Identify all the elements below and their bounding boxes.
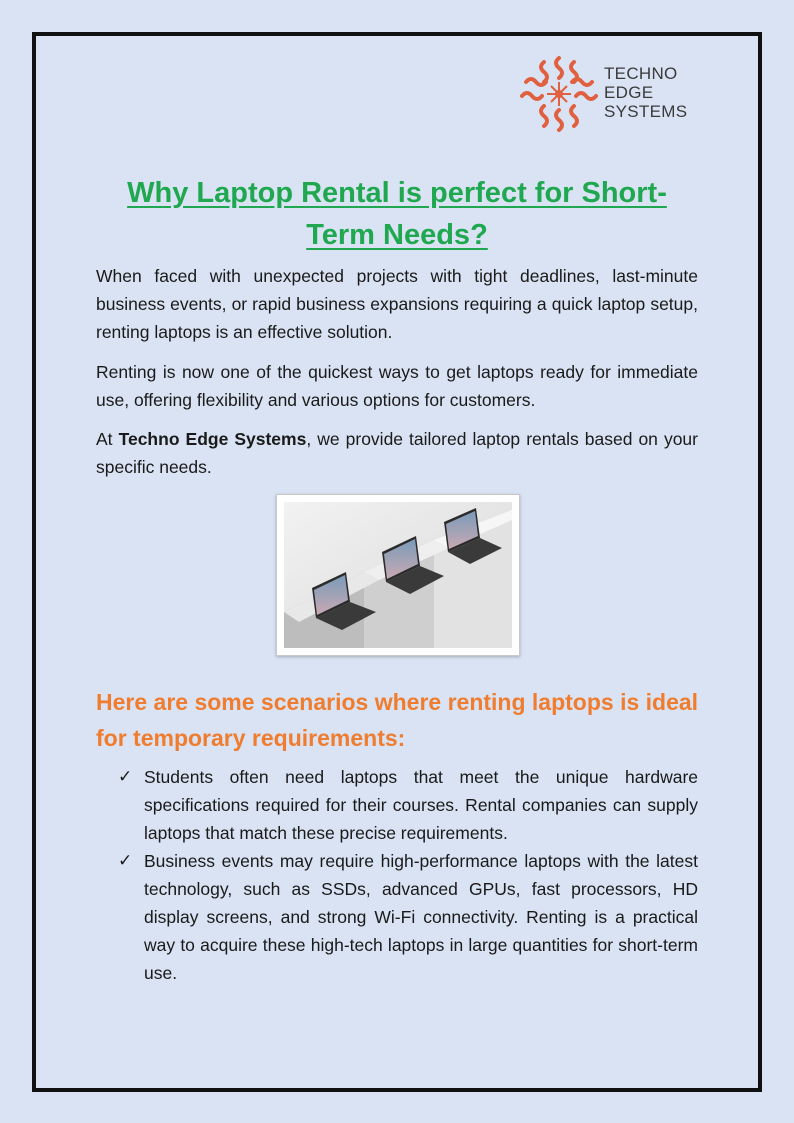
company-paragraph	[96, 425, 698, 481]
logo-line-2: EDGE	[604, 83, 654, 102]
laptops-illustration	[284, 502, 512, 648]
renting-paragraph: Renting is now one of the quickest ways to get laptops ready for immediate use, offering flexibility and various options for customers.	[96, 362, 698, 410]
logo-wordmark	[604, 64, 687, 121]
checkmark-icon: ✓	[118, 851, 133, 870]
list-item-text: Business events may require high-performance laptops with the latest technology, such as SSDs, advanced GPUs, fast processors, HD display screens, and strong Wi-Fi connectivity. Renting is a practical way to acquire these high-tech laptops in large quantities for short-term use.	[144, 851, 698, 983]
logo-line-1: TECHNO	[604, 64, 678, 83]
scenario-list	[118, 763, 698, 987]
intro-paragraph: When faced with unexpected projects with tight deadlines, last-minute business events, or rapid business expansions requiring a quick laptop setup, renting laptops is an effective solution.	[96, 266, 698, 342]
list-item	[118, 847, 698, 987]
page-title: Why Laptop Rental is perfect for Short-Term Needs?	[127, 177, 667, 251]
scenarios-heading: Here are some scenarios where renting laptops is ideal for temporary requirements:	[96, 689, 699, 751]
techno-edge-logo-icon	[520, 54, 598, 134]
company-paragraph-pre: At	[96, 429, 119, 449]
company-name: Techno Edge Systems	[118, 429, 307, 449]
list-item	[118, 763, 698, 847]
company-logo	[520, 54, 690, 134]
page-frame	[32, 32, 762, 1092]
list-item-text: Students often need laptops that meet the unique hardware specifications required for their courses. Rental companies can supply laptops that match these precise requirements.	[144, 767, 698, 843]
checkmark-icon: ✓	[118, 767, 133, 786]
company-paragraph-post: , we provide tailored laptop rentals based on your specific needs.	[96, 429, 698, 477]
laptops-on-steps-photo	[276, 494, 520, 656]
logo-line-3: SYSTEMS	[604, 102, 688, 121]
